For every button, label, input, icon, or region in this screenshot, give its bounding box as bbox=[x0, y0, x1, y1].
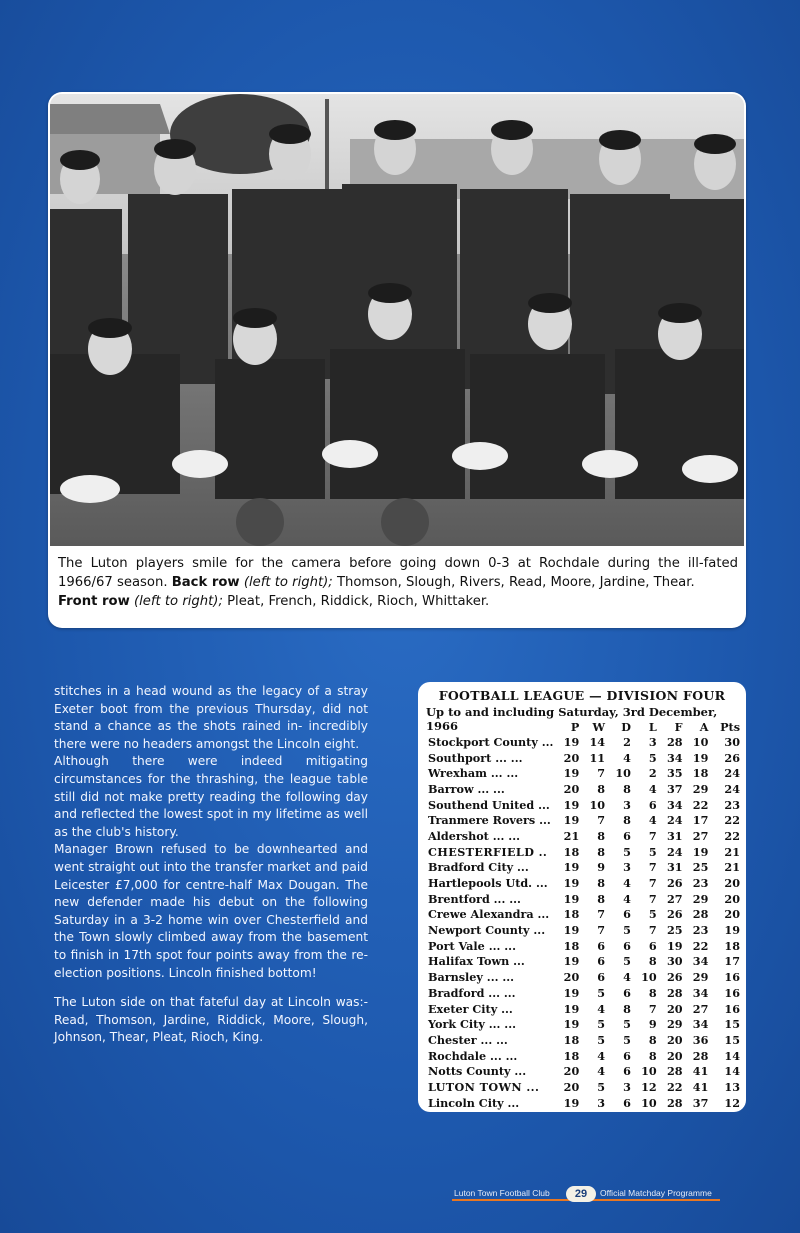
played-cell: 19 bbox=[563, 734, 580, 749]
points-cell: 16 bbox=[724, 970, 740, 985]
points-cell: 12 bbox=[724, 1095, 740, 1110]
lost-cell: 7 bbox=[648, 828, 657, 843]
points-cell: 13 bbox=[724, 1079, 740, 1094]
goals-for-cell: 28 bbox=[666, 1064, 683, 1079]
team-name-cell: Newport County ... bbox=[428, 923, 546, 938]
drawn-cell: 6 bbox=[623, 1064, 631, 1079]
points-cell: 24 bbox=[724, 766, 740, 781]
won-cell: 8 bbox=[597, 876, 606, 891]
goals-for-cell: 29 bbox=[666, 1017, 683, 1032]
team-column-header bbox=[426, 720, 555, 734]
goals-for-cell: 20 bbox=[666, 1048, 683, 1063]
league-table-row bbox=[426, 875, 742, 891]
goals-against-cell: 41 bbox=[692, 1079, 709, 1094]
for-column-header: F bbox=[674, 720, 683, 734]
goals-against-cell: 27 bbox=[692, 1001, 709, 1016]
goals-for-cell: 24 bbox=[666, 813, 683, 828]
team-name-cell: Wrexham ... ... bbox=[428, 766, 519, 781]
won-cell: 7 bbox=[597, 813, 606, 828]
lost-cell: 10 bbox=[641, 1095, 657, 1110]
goals-for-cell: 24 bbox=[666, 844, 683, 859]
caption-back-row-names: Thomson, Slough, Rivers, Read, Moore, Jardine, Thear. bbox=[332, 575, 695, 590]
won-cell: 8 bbox=[597, 828, 606, 843]
lost-cell: 5 bbox=[648, 750, 657, 765]
drawn-cell: 10 bbox=[615, 766, 631, 781]
played-cell: 19 bbox=[563, 1095, 580, 1110]
drawn-cell: 4 bbox=[623, 891, 631, 906]
league-table-row bbox=[426, 734, 742, 750]
team-name-cell: Lincoln City ... bbox=[428, 1095, 520, 1110]
played-cell: 19 bbox=[563, 766, 580, 781]
won-cell: 5 bbox=[597, 985, 606, 1000]
team-name-cell: Exeter City ... bbox=[428, 1001, 513, 1016]
drawn-cell: 5 bbox=[623, 1032, 631, 1047]
league-table-row bbox=[426, 922, 742, 938]
played-cell: 18 bbox=[563, 1048, 580, 1063]
won-cell: 4 bbox=[597, 1001, 606, 1016]
league-table-row bbox=[426, 985, 742, 1001]
team-name-cell: Hartlepools Utd. ... bbox=[428, 876, 548, 891]
goals-against-cell: 19 bbox=[692, 750, 709, 765]
played-cell: 21 bbox=[563, 828, 580, 843]
played-cell: 19 bbox=[563, 813, 580, 828]
played-cell: 19 bbox=[563, 954, 580, 969]
drawn-cell: 4 bbox=[623, 876, 631, 891]
goals-against-cell: 28 bbox=[692, 907, 709, 922]
goals-for-cell: 25 bbox=[666, 923, 683, 938]
won-cell: 8 bbox=[597, 891, 606, 906]
team-name-cell: Port Vale ... ... bbox=[428, 938, 516, 953]
won-cell: 8 bbox=[597, 844, 606, 859]
won-cell: 5 bbox=[597, 1079, 606, 1094]
drawn-cell: 4 bbox=[623, 750, 631, 765]
team-name-cell: Southend United ... bbox=[428, 797, 550, 812]
caption-front-row-names: Pleat, French, Riddick, Rioch, Whittaker. bbox=[222, 594, 490, 609]
played-cell: 18 bbox=[563, 844, 580, 859]
goals-against-cell: 22 bbox=[692, 797, 709, 812]
team-name-cell: LUTON TOWN ... bbox=[428, 1079, 540, 1094]
won-cell: 11 bbox=[589, 750, 606, 765]
won-cell: 6 bbox=[597, 954, 606, 969]
lost-cell: 5 bbox=[648, 844, 657, 859]
goals-for-cell: 28 bbox=[666, 1095, 683, 1110]
goals-for-cell: 37 bbox=[666, 781, 683, 796]
team-name-cell: CHESTERFIELD .. bbox=[428, 844, 548, 859]
team-name-cell: Halifax Town ... bbox=[428, 954, 525, 969]
won-cell: 5 bbox=[597, 1032, 606, 1047]
team-name-cell: Tranmere Rovers ... bbox=[428, 813, 551, 828]
won-cell: 4 bbox=[597, 1048, 606, 1063]
photo-caption bbox=[58, 554, 738, 611]
lost-cell: 9 bbox=[648, 1017, 657, 1032]
photo-card bbox=[48, 92, 746, 628]
goals-against-cell: 22 bbox=[692, 938, 709, 953]
team-photo-illustration bbox=[50, 94, 744, 546]
lost-column-header: L bbox=[648, 720, 657, 734]
points-cell: 26 bbox=[724, 750, 740, 765]
points-cell: 14 bbox=[724, 1064, 740, 1079]
page-number: 29 bbox=[566, 1186, 596, 1202]
lost-cell: 7 bbox=[648, 1001, 657, 1016]
goals-for-cell: 30 bbox=[666, 954, 683, 969]
drawn-cell: 5 bbox=[623, 1017, 631, 1032]
points-column-header: Pts bbox=[720, 720, 740, 734]
league-table-row bbox=[426, 954, 742, 970]
played-cell: 18 bbox=[563, 1032, 580, 1047]
league-table-row bbox=[426, 844, 742, 860]
played-cell: 20 bbox=[563, 781, 580, 796]
caption-front-row-label: Front row bbox=[58, 594, 130, 609]
played-cell: 19 bbox=[563, 1001, 580, 1016]
goals-against-cell: 29 bbox=[692, 970, 709, 985]
points-cell: 20 bbox=[724, 891, 740, 906]
lost-cell: 3 bbox=[648, 734, 657, 749]
article-paragraph-3: Manager Brown refused to be downhearted and went straight out into the transfer market and paid Leicester £7,000 for centre-half Max Dougan. The new defender made his debut on the following Saturday in a 3-2 home win over Chesterfield and the Town slowly climbed away from the basement to finish in 17th spot four points away from the re-election positions. Lincoln finished bottom! bbox=[54, 842, 368, 980]
goals-for-cell: 26 bbox=[666, 876, 683, 891]
lost-cell: 8 bbox=[648, 1032, 657, 1047]
played-cell: 18 bbox=[563, 938, 580, 953]
league-table-row bbox=[426, 938, 742, 954]
league-table-row bbox=[426, 860, 742, 876]
goals-against-cell: 34 bbox=[692, 954, 709, 969]
goals-for-cell: 20 bbox=[666, 1001, 683, 1016]
won-cell: 6 bbox=[597, 970, 606, 985]
played-cell: 19 bbox=[563, 876, 580, 891]
goals-against-cell: 28 bbox=[692, 1048, 709, 1063]
goals-against-cell: 10 bbox=[692, 734, 709, 749]
league-table-body bbox=[426, 734, 742, 1111]
league-table-row bbox=[426, 907, 742, 923]
points-cell: 22 bbox=[724, 828, 740, 843]
won-cell: 7 bbox=[597, 907, 606, 922]
goals-for-cell: 19 bbox=[666, 938, 683, 953]
points-cell: 16 bbox=[724, 985, 740, 1000]
drawn-cell: 6 bbox=[623, 907, 631, 922]
league-table-row bbox=[426, 797, 742, 813]
team-name-cell: Southport ... ... bbox=[428, 750, 523, 765]
page-footer bbox=[452, 1186, 722, 1206]
league-table-row bbox=[426, 969, 742, 985]
goals-for-cell: 31 bbox=[666, 860, 683, 875]
caption-back-row-direction: (left to right); bbox=[239, 575, 333, 590]
lost-cell: 7 bbox=[648, 891, 657, 906]
drawn-cell: 6 bbox=[623, 828, 631, 843]
goals-against-cell: 29 bbox=[692, 781, 709, 796]
points-cell: 21 bbox=[724, 844, 740, 859]
played-cell: 18 bbox=[563, 907, 580, 922]
league-table-row bbox=[426, 828, 742, 844]
won-cell: 7 bbox=[597, 923, 606, 938]
team-name-cell: Rochdale ... ... bbox=[428, 1048, 518, 1063]
league-table-row bbox=[426, 891, 742, 907]
caption-back-row-label: Back row bbox=[171, 575, 240, 590]
points-cell: 21 bbox=[724, 860, 740, 875]
points-cell: 30 bbox=[724, 734, 740, 749]
team-name-cell: Barnsley ... ... bbox=[428, 970, 515, 985]
played-cell: 19 bbox=[563, 1017, 580, 1032]
drawn-cell: 5 bbox=[623, 923, 631, 938]
won-cell: 14 bbox=[589, 734, 606, 749]
played-cell: 19 bbox=[563, 891, 580, 906]
drawn-cell: 6 bbox=[623, 985, 631, 1000]
footer-club-name: Luton Town Football Club bbox=[454, 1188, 550, 1198]
goals-for-cell: 20 bbox=[666, 1032, 683, 1047]
points-cell: 14 bbox=[724, 1048, 740, 1063]
points-cell: 23 bbox=[724, 797, 740, 812]
team-name-cell: Bradford City ... bbox=[428, 860, 529, 875]
league-table-header-row bbox=[426, 720, 742, 734]
team-name-cell: Notts County ... bbox=[428, 1064, 527, 1079]
caption-text: The Luton players smile for the camera before going down 0-3 at Rochdale during the ill-fated 1966/67 season. bbox=[58, 556, 738, 590]
points-cell: 24 bbox=[724, 781, 740, 796]
goals-for-cell: 26 bbox=[666, 907, 683, 922]
lost-cell: 4 bbox=[648, 813, 657, 828]
goals-for-cell: 31 bbox=[666, 828, 683, 843]
league-table bbox=[426, 720, 742, 1111]
goals-for-cell: 26 bbox=[666, 970, 683, 985]
goals-against-cell: 25 bbox=[692, 860, 709, 875]
league-table-subtitle: Up to and including Saturday, 3rd December, 1966 bbox=[426, 705, 718, 733]
caption-front-row-direction: (left to right); bbox=[129, 594, 223, 609]
points-cell: 17 bbox=[724, 954, 740, 969]
points-cell: 15 bbox=[724, 1032, 740, 1047]
team-photo bbox=[50, 94, 744, 546]
points-cell: 15 bbox=[724, 1017, 740, 1032]
drawn-cell: 6 bbox=[623, 938, 631, 953]
played-cell: 19 bbox=[563, 860, 580, 875]
lost-cell: 7 bbox=[648, 876, 657, 891]
won-cell: 10 bbox=[589, 797, 606, 812]
lost-cell: 10 bbox=[641, 970, 657, 985]
drawn-column-header: D bbox=[621, 720, 631, 734]
won-cell: 3 bbox=[597, 1095, 606, 1110]
drawn-cell: 5 bbox=[623, 844, 631, 859]
played-cell: 20 bbox=[563, 970, 580, 985]
goals-for-cell: 34 bbox=[666, 750, 683, 765]
league-table-row bbox=[426, 1016, 742, 1032]
played-cell: 20 bbox=[563, 750, 580, 765]
goals-against-cell: 17 bbox=[692, 813, 709, 828]
goals-against-cell: 23 bbox=[692, 876, 709, 891]
lost-cell: 2 bbox=[648, 766, 657, 781]
drawn-cell: 3 bbox=[623, 797, 631, 812]
won-cell: 8 bbox=[597, 781, 606, 796]
goals-for-cell: 27 bbox=[666, 891, 683, 906]
league-table-row bbox=[426, 765, 742, 781]
drawn-cell: 5 bbox=[623, 954, 631, 969]
goals-against-cell: 34 bbox=[692, 985, 709, 1000]
team-name-cell: Brentford ... ... bbox=[428, 891, 521, 906]
goals-for-cell: 28 bbox=[666, 985, 683, 1000]
league-table-title: FOOTBALL LEAGUE — DIVISION FOUR bbox=[438, 688, 726, 703]
played-cell: 20 bbox=[563, 1064, 580, 1079]
goals-against-cell: 36 bbox=[692, 1032, 709, 1047]
drawn-cell: 8 bbox=[623, 1001, 631, 1016]
team-name-cell: York City ... ... bbox=[428, 1017, 516, 1032]
footer-programme-name: Official Matchday Programme bbox=[600, 1188, 712, 1198]
won-cell: 4 bbox=[597, 1064, 606, 1079]
points-cell: 19 bbox=[724, 923, 740, 938]
lost-cell: 8 bbox=[648, 985, 657, 1000]
league-table-card bbox=[418, 682, 746, 1112]
team-name-cell: Barrow ... ... bbox=[428, 781, 505, 796]
goals-against-cell: 29 bbox=[692, 891, 709, 906]
drawn-cell: 4 bbox=[623, 970, 631, 985]
drawn-cell: 6 bbox=[623, 1048, 631, 1063]
goals-against-cell: 27 bbox=[692, 828, 709, 843]
goals-against-cell: 18 bbox=[692, 766, 709, 781]
lost-cell: 4 bbox=[648, 781, 657, 796]
lost-cell: 8 bbox=[648, 954, 657, 969]
won-column-header: W bbox=[592, 720, 606, 734]
league-table-row bbox=[426, 812, 742, 828]
played-column-header: P bbox=[570, 720, 580, 734]
points-cell: 18 bbox=[724, 938, 740, 953]
lost-cell: 5 bbox=[648, 907, 657, 922]
team-name-cell: Crewe Alexandra ... bbox=[428, 907, 550, 922]
played-cell: 19 bbox=[563, 797, 580, 812]
lost-cell: 8 bbox=[648, 1048, 657, 1063]
league-table-row bbox=[426, 781, 742, 797]
drawn-cell: 8 bbox=[623, 813, 631, 828]
points-cell: 16 bbox=[724, 1001, 740, 1016]
drawn-cell: 3 bbox=[623, 1079, 631, 1094]
against-column-header: A bbox=[699, 720, 709, 734]
won-cell: 6 bbox=[597, 938, 606, 953]
lost-cell: 12 bbox=[641, 1079, 657, 1094]
drawn-cell: 6 bbox=[623, 1095, 631, 1110]
league-table-row bbox=[426, 1032, 742, 1048]
lost-cell: 6 bbox=[648, 938, 657, 953]
team-name-cell: Bradford ... ... bbox=[428, 985, 516, 1000]
goals-against-cell: 23 bbox=[692, 923, 709, 938]
lost-cell: 6 bbox=[648, 797, 657, 812]
league-table-row bbox=[426, 1001, 742, 1017]
league-table-row bbox=[426, 1048, 742, 1064]
article-paragraph-4: The Luton side on that fateful day at Lincoln was:- Read, Thomson, Jardine, Riddick, Moore, Slough, Johnson, Thear, Pleat, Rioch, King. bbox=[54, 995, 368, 1045]
won-cell: 5 bbox=[597, 1017, 606, 1032]
won-cell: 9 bbox=[597, 860, 606, 875]
points-cell: 20 bbox=[724, 907, 740, 922]
league-table-row bbox=[426, 1063, 742, 1079]
lost-cell: 7 bbox=[648, 860, 657, 875]
lost-cell: 10 bbox=[641, 1064, 657, 1079]
league-table-row bbox=[426, 1095, 742, 1111]
goals-against-cell: 19 bbox=[692, 844, 709, 859]
team-name-cell: Aldershot ... ... bbox=[428, 828, 520, 843]
drawn-cell: 3 bbox=[623, 860, 631, 875]
article-body bbox=[54, 683, 368, 1059]
played-cell: 20 bbox=[563, 1079, 580, 1094]
won-cell: 7 bbox=[597, 766, 606, 781]
played-cell: 19 bbox=[563, 923, 580, 938]
team-name-cell: Stockport County ... bbox=[428, 734, 554, 749]
goals-for-cell: 28 bbox=[666, 734, 683, 749]
article-paragraph-1: stitches in a head wound as the legacy of a stray Exeter boot from the previous Thursday, did not stand a chance as the shots rained in- incredibly there were no headers amongst the Lincoln eight. bbox=[54, 684, 368, 751]
league-table-row bbox=[426, 750, 742, 766]
points-cell: 22 bbox=[724, 813, 740, 828]
goals-against-cell: 34 bbox=[692, 1017, 709, 1032]
team-name-cell: Chester ... ... bbox=[428, 1032, 508, 1047]
goals-for-cell: 34 bbox=[666, 797, 683, 812]
goals-for-cell: 22 bbox=[666, 1079, 683, 1094]
drawn-cell: 8 bbox=[623, 781, 631, 796]
goals-against-cell: 41 bbox=[692, 1064, 709, 1079]
played-cell: 19 bbox=[563, 985, 580, 1000]
goals-for-cell: 35 bbox=[666, 766, 683, 781]
goals-against-cell: 37 bbox=[692, 1095, 709, 1110]
drawn-cell: 2 bbox=[623, 734, 631, 749]
lost-cell: 7 bbox=[648, 923, 657, 938]
article-paragraph-2: Although there were indeed mitigating circumstances for the thrashing, the league table still did not make pretty reading the following day and reflected the lowest spot in my lifetime as well as the club's history. bbox=[54, 754, 368, 839]
league-table-row bbox=[426, 1079, 742, 1095]
points-cell: 20 bbox=[724, 876, 740, 891]
